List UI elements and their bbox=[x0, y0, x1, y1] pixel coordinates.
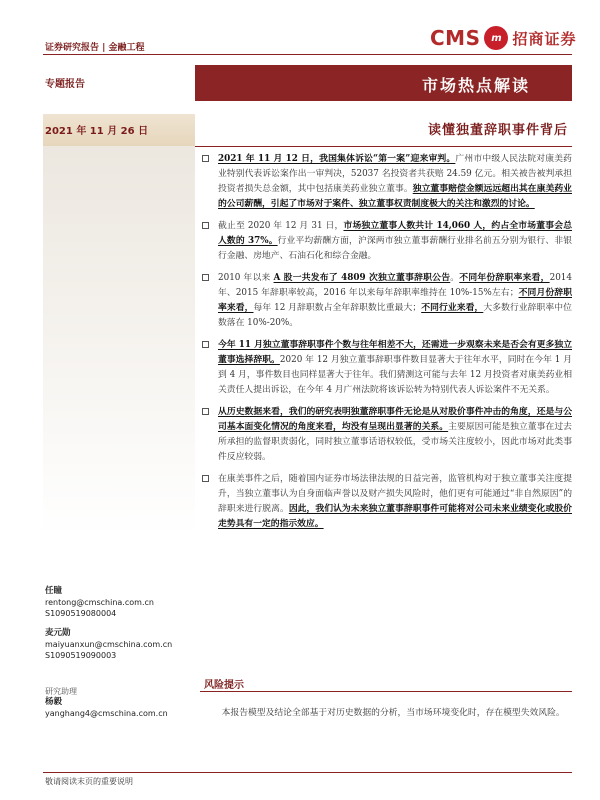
highlight-text: 市场独立董事人数共计 14,060 人，约占全市场董事会总人数的 37%。 bbox=[218, 221, 572, 246]
risk-text: 本报告模型及结论全部基于对历史数据的分析，当市场环境变化时，存在模型失效风险。 bbox=[221, 708, 565, 718]
body-text: 主要原因可能是独立董事在过去所承担的监督职责弱化，同时独立董事话语权较低，受市场关注度较小，因此市场对此类事件反应较弱。 bbox=[218, 422, 572, 462]
body-text: 2014 年、2015 年辞职率较高，2016 年以来每年辞职率维持在 10%-15%左右； bbox=[218, 273, 572, 298]
title-banner bbox=[195, 65, 572, 101]
date-box bbox=[43, 114, 195, 146]
report-date: 2021 年 11 月 26 日 bbox=[45, 126, 149, 137]
bullet-square-icon bbox=[202, 341, 209, 348]
author-email: yanghang4@cmschina.com.cn bbox=[45, 709, 168, 718]
sidebar-shade bbox=[43, 146, 195, 536]
highlight-text: 因此，我们认为未来独立董事辞职事件可能将对公司未来业绩变化或股价走势具有一定的指示效应。 bbox=[218, 504, 572, 529]
body-text: 2020 年 12 月独立董事辞职事件数目显著大于往年水平，同时在今年 1 月到 4 月，事件数目也同样显著大于往年。我们猜测这可能与去年 12 月投资者对康美药业相关责任人提出诉讼，在今年 4 月广州法院将该诉讼转为特别代表人诉讼案件不无关系。 bbox=[218, 355, 572, 395]
body-paragraph bbox=[202, 472, 572, 532]
main-content bbox=[202, 152, 572, 539]
author-block-1 bbox=[45, 586, 154, 619]
report-type-area bbox=[43, 65, 195, 101]
header-divider bbox=[43, 54, 572, 55]
highlight-text: 从历史数据来看，我们的研究表明独董辞职事件无论是从对股价事件冲击的角度，还是与公司基本面变化情况的角度来看，均没有呈现出显著的关系。 bbox=[218, 407, 572, 432]
body-paragraph bbox=[202, 405, 572, 465]
author-block-3 bbox=[45, 686, 168, 719]
author-role: 研究助理 bbox=[45, 687, 77, 696]
footer-disclaimer: 敬请阅读末页的重要说明 bbox=[45, 777, 133, 786]
risk-title: 风险提示 bbox=[204, 680, 244, 691]
body-paragraph bbox=[202, 271, 572, 331]
author-email: maiyuanxun@cmschina.com.cn bbox=[45, 640, 173, 649]
bullet-square-icon bbox=[202, 475, 209, 482]
logo-badge-icon: m bbox=[484, 26, 508, 50]
footer-divider bbox=[43, 772, 572, 773]
author-name: 杨毅 bbox=[45, 697, 63, 707]
bullet-square-icon bbox=[202, 155, 209, 162]
report-type: 专题报告 bbox=[45, 79, 85, 90]
risk-divider bbox=[200, 691, 572, 692]
highlight-text: 不同月份辞职率来看， bbox=[218, 288, 572, 313]
author-block-2 bbox=[45, 628, 172, 661]
body-text: 2010 年以来 bbox=[218, 273, 274, 283]
body-text: 行业平均薪酬方面，沪深两市独立董事薪酬行业排名前五分别为银行、非银行金融、房地产、石油石化和综合金融。 bbox=[218, 236, 572, 261]
company-logo bbox=[430, 26, 577, 50]
body-text: 截止至 2020 年 12 月 31 日， bbox=[218, 221, 344, 231]
report-category: 证券研究报告 | 金融工程 bbox=[45, 43, 145, 53]
banner-title: 市场热点解读 bbox=[421, 76, 530, 95]
author-name: 麦元勋 bbox=[45, 628, 71, 638]
author-email: rentong@cmschina.com.cn bbox=[45, 598, 154, 607]
author-cert: S1090519090003 bbox=[45, 651, 117, 660]
highlight-text: 不同年份辞职率来看， bbox=[459, 273, 550, 283]
highlight-text: 独立董事赔偿金额远远超出其在康美药业的公司薪酬，引起了市场对于案件、独立董事权责制度极大的关注和激烈的讨论。 bbox=[218, 184, 572, 209]
logo-chinese-name: 招商证券 bbox=[512, 29, 577, 48]
body-text: 广州市中级人民法院对康美药业特别代表诉讼案作出一审判决，52037 名投资者共获赔 24.59 亿元。相关被告被判承担投资者损失总金额，其中包括康美药业独立董事。 bbox=[218, 154, 572, 194]
author-name: 任瞳 bbox=[45, 586, 63, 596]
bullet-square-icon bbox=[202, 274, 209, 281]
highlight-text: 今年 11 月独立董事辞职事件个数与往年相差不大，还需进一步观察未来是否会有更多独立董事选择辞职。 bbox=[218, 340, 572, 365]
author-cert: S1090519080004 bbox=[45, 609, 117, 618]
body-paragraph bbox=[202, 152, 572, 212]
body-text: 每年 12 月辞职数占全年辞职数比重最大； bbox=[253, 303, 422, 313]
logo-cms-text: CMS bbox=[430, 26, 481, 50]
highlight-text: A 股一共发布了 4809 次独立董事辞职公告 bbox=[273, 273, 451, 283]
body-text: 大多数行业辞职率中位数落在 10%-20%。 bbox=[218, 303, 572, 328]
report-subtitle: 读懂独董辞职事件背后 bbox=[427, 123, 568, 138]
body-text: 在康美事件之后，随着国内证券市场法律法规的日益完善，监管机构对于独立董事关注度提升，当独立董事认为自身面临声誉以及财产损失风险时，他们更有可能通过“非自然原因”的辞职来进行脱离。 bbox=[218, 474, 572, 514]
highlight-text: 不同行业来看， bbox=[421, 303, 484, 313]
body-paragraph bbox=[202, 338, 572, 398]
body-paragraph bbox=[202, 219, 572, 264]
subtitle-divider bbox=[195, 146, 572, 147]
body-text: 。 bbox=[450, 273, 460, 283]
bullet-square-icon bbox=[202, 408, 209, 415]
bullet-square-icon bbox=[202, 222, 209, 229]
highlight-text: 2021 年 11 月 12 日，我国集体诉讼“第一案”迎来审判。 bbox=[218, 154, 456, 164]
